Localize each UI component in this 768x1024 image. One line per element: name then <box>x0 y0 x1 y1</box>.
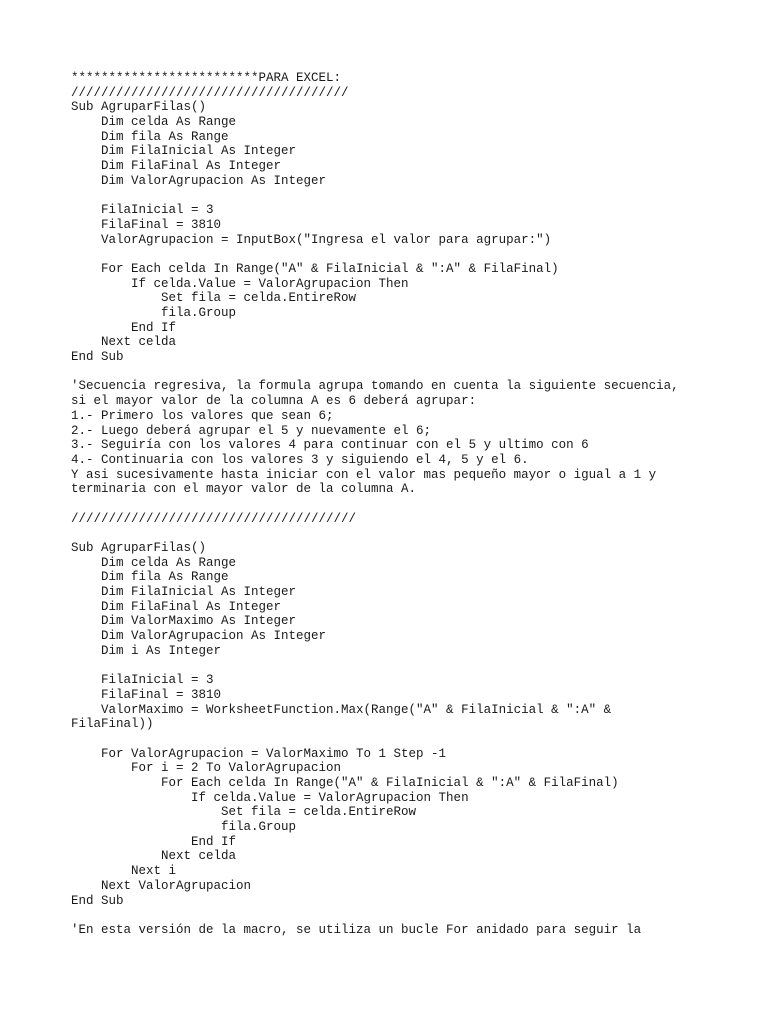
text-line: For i = 2 To ValorAgrupacion <box>71 761 342 776</box>
text-line: End If <box>71 320 177 335</box>
text-line: Dim ValorAgrupacion As Integer <box>71 173 327 188</box>
text-line: FilaFinal = 3810 <box>71 217 222 232</box>
blank-line <box>71 526 751 541</box>
text-line: If celda.Value = ValorAgrupacion Then <box>71 790 469 805</box>
text-line: 2.- Luego deberá agrupar el 5 y nuevamente el 6; <box>71 423 432 438</box>
text-line: FilaInicial = 3 <box>71 203 214 218</box>
text-line: Dim fila As Range <box>71 570 229 585</box>
text-line: 'En esta versión de la macro, se utiliza un bucle For anidado para seguir la <box>71 922 642 937</box>
text-line: fila.Group <box>71 306 237 320</box>
text-line: Set fila = celda.EntireRow <box>71 291 357 306</box>
text-line: Sub AgruparFilas() <box>71 541 207 555</box>
text-line: Dim fila As Range <box>71 129 229 144</box>
text-line: Dim FilaFinal As Integer <box>71 599 282 614</box>
document-page <box>71 71 751 938</box>
text-line: FilaFinal = 3810 <box>71 687 222 702</box>
text-line: End Sub <box>71 350 124 365</box>
text-line: End If <box>71 834 237 849</box>
text-line: Next celda <box>71 849 237 864</box>
blank-line <box>71 908 751 923</box>
blank-line <box>71 247 751 262</box>
text-line: si el mayor valor de la columna A es 6 deberá agrupar: <box>71 394 477 409</box>
text-line: 3.- Seguiría con los valores 4 para continuar con el 5 y ultimo con 6 <box>71 438 589 453</box>
text-line: For Each celda In Range("A" & FilaInicial & ":A" & FilaFinal) <box>71 261 559 276</box>
text-line: *************************PARA EXCEL: <box>71 71 342 85</box>
text-line: Next celda <box>71 335 177 350</box>
text-line: Dim ValorMaximo As Integer <box>71 614 297 629</box>
text-line: Next ValorAgrupacion <box>71 878 252 893</box>
text-line: ////////////////////////////////////// <box>71 511 357 526</box>
text-line: terminaria con el mayor valor de la columna A. <box>71 482 417 497</box>
blank-line <box>71 497 751 512</box>
text-line: Next i <box>71 864 177 879</box>
blank-line <box>71 732 751 747</box>
text-line: End Sub <box>71 893 124 908</box>
text-line: FilaFinal)) <box>71 717 154 732</box>
text-line: If celda.Value = ValorAgrupacion Then <box>71 276 409 291</box>
text-line: Set fila = celda.EntireRow <box>71 805 417 820</box>
text-line: Dim FilaInicial As Integer <box>71 144 297 159</box>
text-line: Dim ValorAgrupacion As Integer <box>71 629 327 644</box>
text-line: Dim celda As Range <box>71 115 237 130</box>
text-line: Dim FilaInicial As Integer <box>71 585 297 600</box>
text-line: Y asi sucesivamente hasta iniciar con el valor mas pequeño mayor o igual a 1 y <box>71 467 657 482</box>
blank-line <box>71 189 751 204</box>
text-line: ///////////////////////////////////// <box>71 85 349 100</box>
text-line: FilaInicial = 3 <box>71 673 214 688</box>
blank-line <box>71 659 751 674</box>
text-line: Dim FilaFinal As Integer <box>71 159 282 174</box>
text-line: For ValorAgrupacion = ValorMaximo To 1 Step -1 <box>71 746 447 761</box>
blank-line <box>71 365 751 380</box>
text-line: 1.- Primero los valores que sean 6; <box>71 408 334 423</box>
text-line: For Each celda In Range("A" & FilaInicial & ":A" & FilaFinal) <box>71 776 619 790</box>
text-line: Dim celda As Range <box>71 555 237 570</box>
text-line: ValorMaximo = WorksheetFunction.Max(Range("A" & FilaInicial & ":A" & <box>71 702 612 717</box>
text-line: 4.- Continuaria con los valores 3 y siguiendo el 4, 5 y el 6. <box>71 452 529 467</box>
text-line: Dim i As Integer <box>71 643 222 658</box>
text-line: Sub AgruparFilas() <box>71 100 207 115</box>
text-line: fila.Group <box>71 820 297 835</box>
text-line: 'Secuencia regresiva, la formula agrupa tomando en cuenta la siguiente secuencia, <box>71 379 679 394</box>
text-line: ValorAgrupacion = InputBox("Ingresa el valor para agrupar:") <box>71 232 552 247</box>
